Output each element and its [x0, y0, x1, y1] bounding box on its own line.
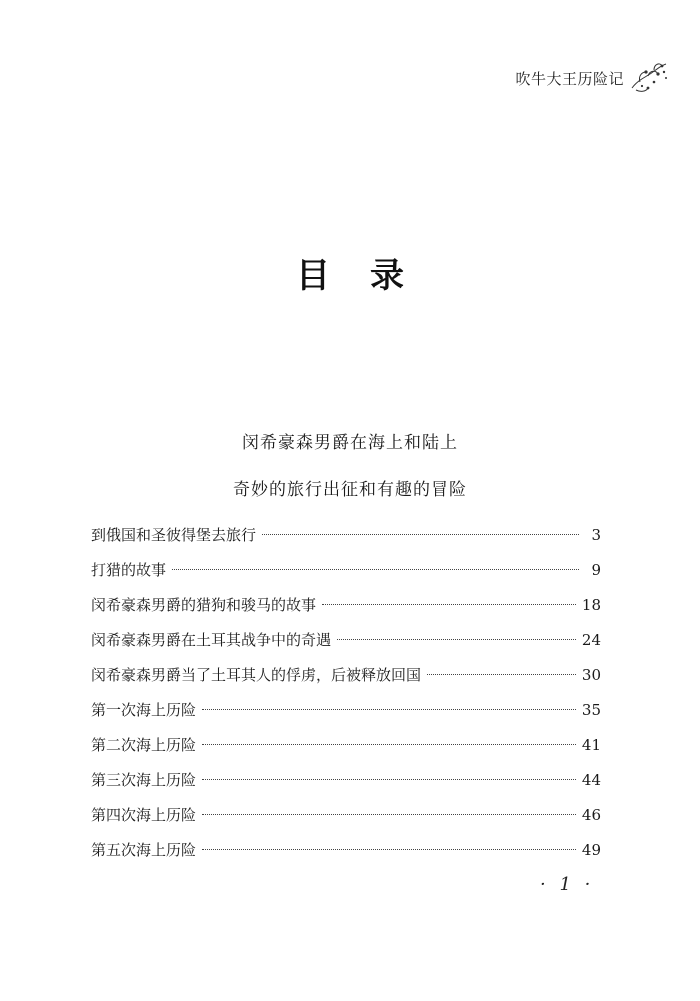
toc-entry-title: 打猎的故事 — [91, 561, 167, 579]
running-head — [515, 58, 670, 98]
toc-entry[interactable] — [91, 693, 601, 728]
dot-leader — [202, 779, 576, 780]
toc-entry[interactable] — [91, 833, 601, 868]
running-head-title: 吹牛大王历险记 — [515, 69, 624, 88]
toc-entry[interactable] — [91, 763, 601, 798]
dot-leader — [322, 604, 576, 605]
toc-entry[interactable] — [91, 728, 601, 763]
dot-leader — [262, 534, 579, 535]
toc-entry-title: 第一次海上历险 — [91, 701, 197, 719]
dot-leader — [202, 709, 576, 710]
toc-entry-page: 35 — [581, 701, 601, 719]
toc-entry-title: 第四次海上历险 — [91, 806, 197, 824]
toc-entry[interactable] — [91, 588, 601, 623]
page-number: · 1 · — [540, 874, 595, 895]
toc-entry[interactable] — [91, 658, 601, 693]
toc-entry-title: 第三次海上历险 — [91, 771, 197, 789]
toc-entry-page: 18 — [581, 596, 601, 614]
toc-entry-title: 第五次海上历险 — [91, 841, 197, 859]
page-title: 目录 — [296, 256, 444, 296]
toc-entry-page: 24 — [581, 631, 601, 649]
dot-leader — [427, 674, 576, 675]
toc-entry-page: 46 — [581, 806, 601, 824]
dot-leader — [337, 639, 576, 640]
toc-entry-page: 49 — [581, 841, 601, 859]
toc-entry-page: 30 — [581, 666, 601, 684]
toc-entry-page: 9 — [591, 561, 601, 579]
toc-entry-title: 闵希豪森男爵当了土耳其人的俘虏，后被释放回国 — [91, 666, 422, 684]
toc-entry-title: 闵希豪森男爵的猎狗和骏马的故事 — [91, 596, 317, 614]
dot-leader — [202, 744, 576, 745]
toc-entry-page: 44 — [581, 771, 601, 789]
table-of-contents — [91, 518, 601, 868]
section-heading-line-1: 闵希豪森男爵在海上和陆上 — [242, 433, 458, 453]
toc-entry-title: 到俄国和圣彼得堡去旅行 — [91, 526, 257, 544]
floral-ornament-icon — [628, 58, 670, 98]
toc-entry-page: 41 — [581, 736, 601, 754]
dot-leader — [202, 849, 576, 850]
toc-entry[interactable] — [91, 623, 601, 658]
toc-entry[interactable] — [91, 518, 601, 553]
toc-entry[interactable] — [91, 798, 601, 833]
dot-leader — [202, 814, 576, 815]
toc-entry-page: 3 — [591, 526, 601, 544]
toc-entry-title: 闵希豪森男爵在土耳其战争中的奇遇 — [91, 631, 332, 649]
toc-entry[interactable] — [91, 553, 601, 588]
section-heading-line-2: 奇妙的旅行出征和有趣的冒险 — [233, 480, 467, 500]
toc-entry-title: 第二次海上历险 — [91, 736, 197, 754]
dot-leader — [172, 569, 579, 570]
